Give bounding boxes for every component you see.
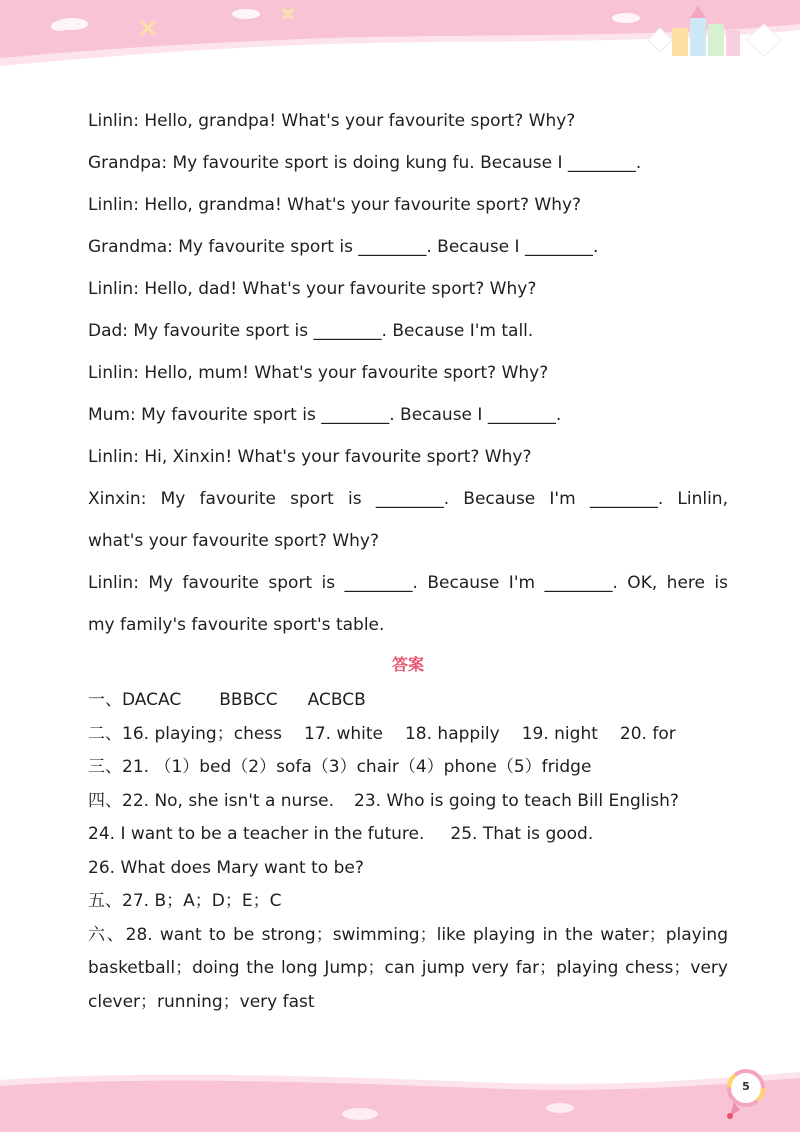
answer-text: 一、DACAC <box>88 690 182 710</box>
dialogue-line: Linlin: Hello, grandpa! What's your favourite sport? Why? <box>88 111 576 131</box>
dialogue-line: what's your favourite sport? Why? <box>88 531 380 551</box>
answers-title: 答案 <box>391 655 424 674</box>
answer-section-6: basketball；doing the long Jump；can jump very far；playing chess；very <box>88 958 728 978</box>
top-decorative-banner <box>0 0 800 70</box>
dialogue-line: Linlin: Hi, Xinxin! What's your favourite sport? Why? <box>88 447 532 467</box>
page-number: 5 <box>742 1080 750 1093</box>
dialogue-line: Grandpa: My favourite sport is doing kung fu. Because I ________. <box>88 153 642 173</box>
answer-text: 23. Who is going to teach Bill English? <box>354 790 679 811</box>
answer-text: 四、22. No, she isn't a nurse. <box>88 790 335 811</box>
page-number-badge-icon <box>726 1068 772 1120</box>
dialogue-line: Linlin: Hello, dad! What's your favourite sport? Why? <box>88 279 537 299</box>
answer-section-1 <box>88 684 728 718</box>
answer-section-4c: 26. What does Mary want to be? <box>88 857 364 878</box>
dialogue-line: Dad: My favourite sport is ________. Because I'm tall. <box>88 321 534 341</box>
answer-section-6: 六、28. want to be strong；swimming；like playing in the water；playing <box>88 924 728 945</box>
answer-text: 18. happily <box>404 723 500 744</box>
dialogue-line: my family's favourite sport's table. <box>88 615 385 635</box>
dialogue-line: Xinxin: My favourite sport is ________. Because I'm ________. Linlin, <box>88 489 728 509</box>
answer-section-4b <box>88 818 728 852</box>
dialogue-line: Linlin: Hello, grandma! What's your favourite sport? Why? <box>88 195 582 215</box>
bottom-decorative-banner <box>0 1062 800 1132</box>
answer-text: 24. I want to be a teacher in the future. <box>88 824 425 844</box>
answer-text: 19. night <box>521 723 598 744</box>
answer-section-3: 三、21. （1）bed（2）sofa（3）chair（4）phone（5）fridge <box>88 757 592 777</box>
dialogue-line: Linlin: Hello, mum! What's your favourite sport? Why? <box>88 363 549 383</box>
answer-text: 17. white <box>304 723 383 744</box>
worksheet-content <box>88 100 728 1019</box>
answer-text: 二、16. playing；chess <box>88 723 283 744</box>
answer-section-5: 五、27. B；A；D；E；C <box>88 891 282 911</box>
answer-text: BBBCC <box>219 690 278 710</box>
answer-text: ACBCB <box>307 690 366 710</box>
answer-text: 25. That is good. <box>450 824 594 844</box>
answer-section-6: clever；running；very fast <box>88 991 315 1012</box>
answer-section-4 <box>88 785 728 819</box>
dialogue-line: Grandma: My favourite sport is ________. Because I ________. <box>88 237 599 257</box>
answer-text: 20. for <box>619 723 676 744</box>
dialogue-line: Mum: My favourite sport is ________. Because I ________. <box>88 405 562 425</box>
answer-section-2 <box>88 718 728 752</box>
dialogue-line: Linlin: My favourite sport is ________. Because I'm ________. OK, here is <box>88 573 728 593</box>
